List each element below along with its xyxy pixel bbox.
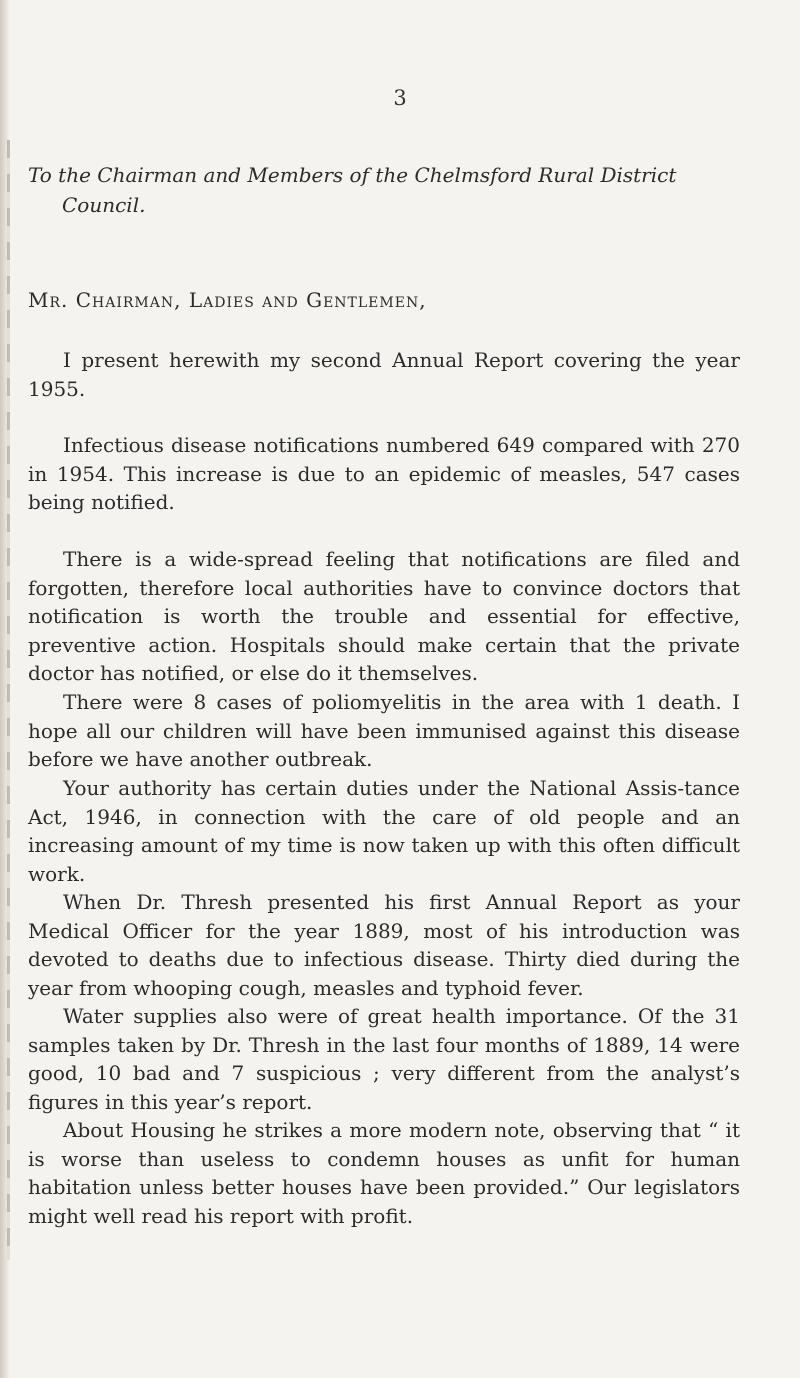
paragraph-infectious-disease: Infectious disease notifications numbered 649 compared with 270 in 1954. This increase is due to an epidemic of measles, 547 cases being notified. (28, 433, 740, 515)
page-number: 3 (393, 86, 407, 110)
address-heading (28, 160, 740, 220)
salutation: Mr. Chairman, Ladies and Gentlemen, (28, 288, 427, 312)
paragraph-water-supplies: Water supplies also were of great health importance. Of the 31 samples taken by Dr. Thresh in the last four months of 1889, 14 were good, 10 bad and 7 suspicious ; very different from the analyst’s figures in this year’s report. (28, 1004, 740, 1114)
paragraph-notifications: There is a wide-spread feeling that notifications are filed and forgotten, therefore local authorities have to convince doctors that notification is worth the trouble and essential for effective, preventive action. Hospitals should make certain that the private doctor has notified, or else do it themselves. (28, 547, 740, 686)
address-line-2: Council. (62, 193, 146, 217)
paragraph-annual-report: I present herewith my second Annual Report covering the year 1955. (28, 348, 740, 401)
binding-shadow (7, 140, 10, 1260)
paragraph-housing: About Housing he strikes a more modern note, observing that “ it is worse than useless to condemn houses as unfit for human habitation unless better houses have been provided.” Our legislators might well read his report with profit. (28, 1118, 740, 1228)
paragraph-dr-thresh-report: When Dr. Thresh presented his first Annual Report as your Medical Officer for the year 1889, most of his introduction was devoted to deaths due to infectious disease. Thirty died during the year from whooping cough, measles and typhoid fever. (28, 890, 740, 1000)
paragraph-national-assistance-act: Your authority has certain duties under the National Assis-tance Act, 1946, in connection with the care of old people and an increasing amount of my time is now taken up with this often difficult work. (28, 776, 740, 886)
paragraph-poliomyelitis: There were 8 cases of poliomyelitis in the area with 1 death. I hope all our children will have been immunised against this disease before we have another outbreak. (28, 690, 740, 772)
address-line-1: To the Chairman and Members of the Chelmsford Rural District (28, 163, 677, 187)
